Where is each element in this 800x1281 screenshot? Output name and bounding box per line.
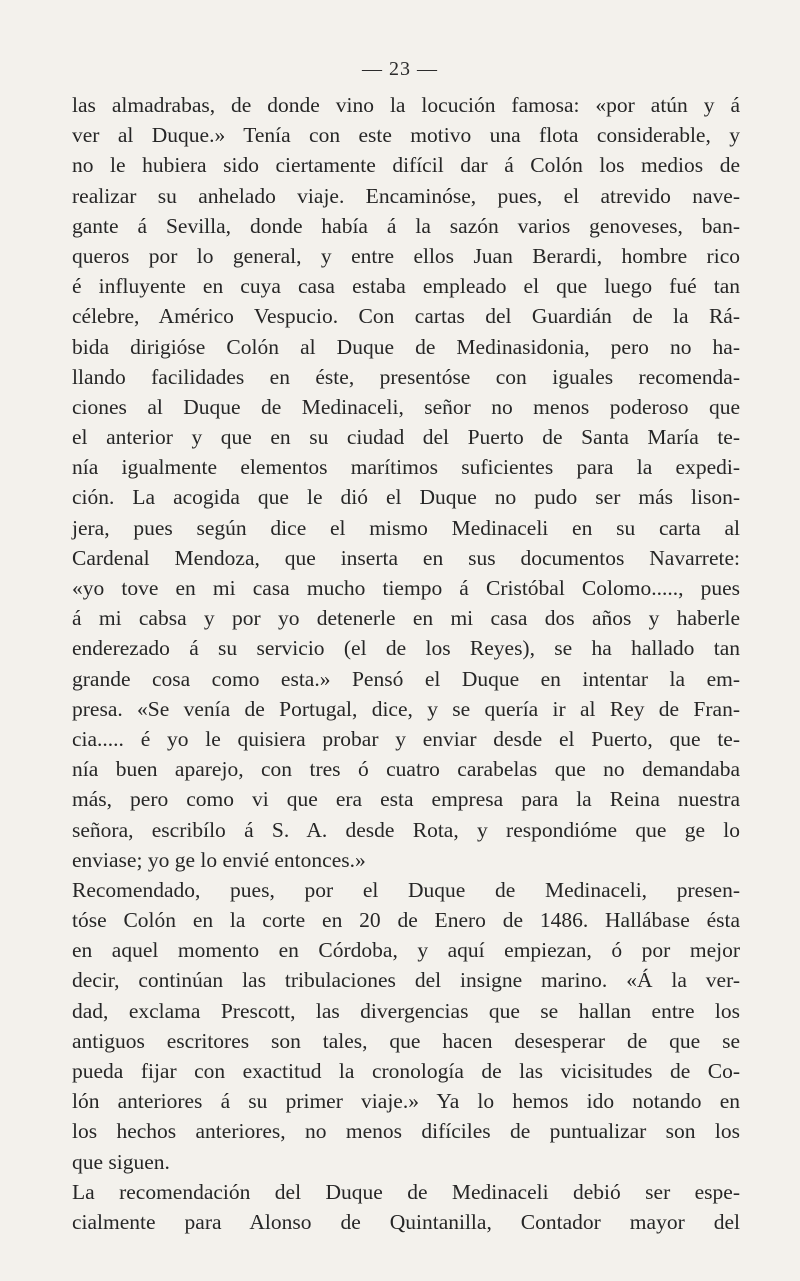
text-line: en aquel momento en Córdoba, y aquí empiezan, ó por mejor (72, 938, 740, 963)
text-line: ciones al Duque de Medinaceli, señor no menos poderoso que (72, 394, 740, 419)
text-line: enderezado á su servicio (el de los Reyes), se ha hallado tan (72, 636, 740, 661)
text-line: Recomendado, pues, por el Duque de Medinaceli, presen- (72, 877, 740, 902)
text-line: á mi cabsa y por yo detenerle en mi casa dos años y haberle (72, 606, 740, 631)
text-line: presa. «Se venía de Portugal, dice, y se quería ir al Rey de Fran- (72, 696, 740, 721)
page-number: — 23 — (362, 58, 438, 80)
text-line: jera, pues según dice el mismo Medinaceli en su carta al (72, 515, 740, 540)
text-line: los hechos anteriores, no menos difíciles de puntualizar son los (72, 1119, 740, 1144)
text-line: gante á Sevilla, donde había á la sazón varios genoveses, ban- (72, 213, 740, 238)
text-line: grande cosa como esta.» Pensó el Duque en intentar la em- (72, 666, 740, 691)
text-line: dad, exclama Prescott, las divergencias que se hallan entre los (72, 998, 740, 1023)
text-line: é influyente en cuya casa estaba empleado el que luego fué tan (72, 274, 740, 299)
text-line: cia..... é yo le quisiera probar y enviar desde el Puerto, que te- (72, 726, 740, 751)
text-line: enviase; yo ge lo envié entonces.» (72, 847, 366, 872)
text-line: célebre, Américo Vespucio. Con cartas del Guardián de la Rá- (72, 304, 740, 329)
text-line: lón anteriores á su primer viaje.» Ya lo hemos ido notando en (72, 1089, 740, 1114)
text-line: el anterior y que en su ciudad del Puerto de Santa María te- (72, 425, 740, 450)
body-text (72, 90, 740, 1237)
text-line: Cardenal Mendoza, que inserta en sus documentos Navarrete: (72, 545, 740, 570)
text-line: decir, continúan las tribulaciones del insigne marino. «Á la ver- (72, 968, 740, 993)
text-line: tóse Colón en la corte en 20 de Enero de 1486. Hallábase ésta (72, 908, 740, 933)
text-line: que siguen. (72, 1149, 170, 1174)
text-line: nía buen aparejo, con tres ó cuatro carabelas que no demandaba (72, 757, 740, 782)
text-line: más, pero como vi que era esta empresa para la Reina nuestra (72, 787, 740, 812)
text-line: llando facilidades en éste, presentóse con iguales recomenda- (72, 364, 740, 389)
text-line: pueda fijar con exactitud la cronología de las vicisitudes de Co- (72, 1059, 740, 1083)
text-line: antiguos escritores son tales, que hacen desesperar de que se (72, 1028, 740, 1053)
text-line: no le hubiera sido ciertamente difícil dar á Colón los medios de (72, 153, 740, 178)
text-line: señora, escribílo á S. A. desde Rota, y respondióme que ge lo (72, 817, 740, 842)
text-line: bida dirigióse Colón al Duque de Medinasidonia, pero no ha- (72, 334, 740, 359)
text-line: cialmente para Alonso de Quintanilla, Contador mayor del (72, 1209, 740, 1234)
text-line: nía igualmente elementos marítimos suficientes para la expedi- (72, 455, 740, 480)
text-line: La recomendación del Duque de Medinaceli debió ser espe- (72, 1179, 740, 1204)
text-line: realizar su anhelado viaje. Encaminóse, pues, el atrevido nave- (72, 183, 740, 208)
text-line: «yo tove en mi casa mucho tiempo á Cristóbal Colomo....., pues (72, 576, 740, 600)
text-line: ción. La acogida que le dió el Duque no pudo ser más lison- (72, 485, 740, 510)
text-line: las almadrabas, de donde vino la locución famosa: «por atún y á (72, 93, 740, 117)
text-line: queros por lo general, y entre ellos Juan Berardi, hombre rico (72, 243, 740, 268)
text-line: ver al Duque.» Tenía con este motivo una flota considerable, y (72, 123, 740, 148)
